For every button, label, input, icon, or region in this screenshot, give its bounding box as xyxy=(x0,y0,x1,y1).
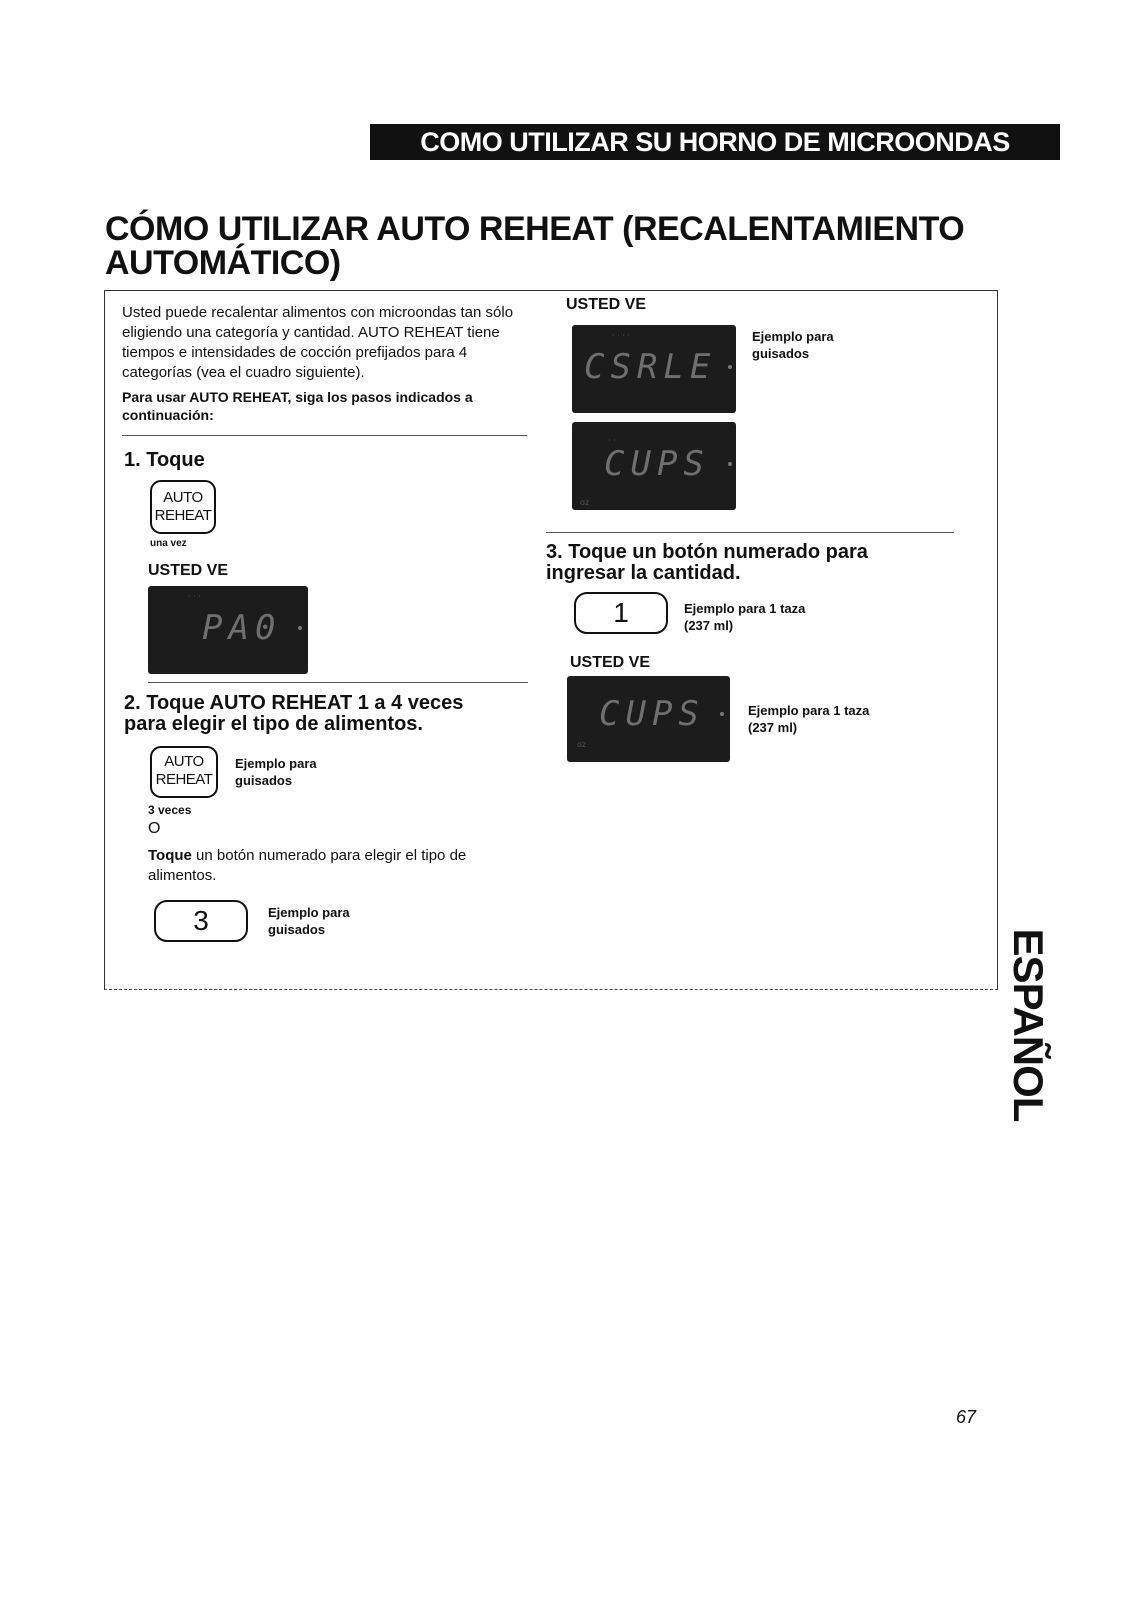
step-2-alt-prefix: Toque xyxy=(148,847,192,864)
step-3-display-text: CUPS xyxy=(599,694,705,734)
category-display-caption: Ejemplo para guisados xyxy=(752,329,834,361)
step-2-title: 2. Toque AUTO REHEAT 1 a 4 veces para elegir el tipo de alimentos. xyxy=(124,692,464,735)
divider xyxy=(122,435,527,436)
page-number: 67 xyxy=(956,1407,977,1427)
page-title-line-1: CÓMO UTILIZAR AUTO REHEAT (RECALENTAMIENTO xyxy=(105,210,965,248)
step-1-usted-ve: USTED VE xyxy=(148,562,229,579)
or-label: O xyxy=(148,820,161,837)
step-3-num-caption: Ejemplo para 1 taza (237 ml) xyxy=(684,601,806,633)
page-title-line-2: AUTOMÁTICO) xyxy=(105,244,341,282)
step-1-display: · · · PA0 xyxy=(148,586,308,674)
step-3-usted-ve: USTED VE xyxy=(570,654,651,671)
step-1-display-text: PA0 xyxy=(202,608,282,648)
step-3-title: 3. Toque un botón numerado para ingresar la cantidad. xyxy=(546,541,868,584)
cups-display: · · CUPS oz xyxy=(572,422,736,510)
section-banner: COMO UTILIZAR SU HORNO DE MICROONDAS xyxy=(370,124,1060,160)
intro-paragraph: Usted puede recalentar alimentos con microondas tan sólo eligiendo una categoría y cantidad. AUTO REHEAT tiene tiempos e intensidades de cocción prefijados para 4 categorías (vea el cuadro siguiente). xyxy=(122,304,514,381)
step-2-alt-body: un botón numerado para elegir el tipo de alimentos. xyxy=(148,847,467,884)
page-title xyxy=(105,212,1005,280)
step-2-num-caption: Ejemplo para guisados xyxy=(268,905,350,937)
auto-reheat-key[interactable] xyxy=(150,746,218,798)
step-2-key-caption: Ejemplo para guisados xyxy=(235,756,317,788)
auto-reheat-key[interactable] xyxy=(150,480,216,534)
step-3-display-caption: Ejemplo para 1 taza (237 ml) xyxy=(748,703,870,735)
step-2-alt-text xyxy=(148,846,508,886)
divider xyxy=(546,532,954,533)
language-tab xyxy=(1003,920,1053,1130)
category-display: · · · · CSRLE xyxy=(572,325,736,413)
step-2-key-note: 3 veces xyxy=(148,803,192,817)
right-usted-ve: USTED VE xyxy=(566,296,647,313)
auto-reheat-key-line-2: REHEAT xyxy=(154,507,212,524)
number-key-3[interactable]: 3 xyxy=(154,900,248,942)
language-tab-label: ESPAÑOL xyxy=(1005,928,1052,1122)
cups-display-text: CUPS xyxy=(604,444,710,484)
number-key-1[interactable]: 1 xyxy=(574,592,668,634)
intro-instruction: Para usar AUTO REHEAT, siga los pasos indicados a continuación: xyxy=(122,389,473,423)
step-1-title: 1. Toque xyxy=(124,449,205,471)
divider xyxy=(148,682,528,683)
category-display-text: CSRLE xyxy=(584,347,717,387)
step-3-display: CUPS oz xyxy=(567,676,730,762)
auto-reheat-key-line-2: REHEAT xyxy=(155,771,213,788)
auto-reheat-key-line-1: AUTO xyxy=(163,489,203,506)
step-1-key-note: una vez xyxy=(150,538,187,549)
auto-reheat-key-line-1: AUTO xyxy=(164,753,204,770)
